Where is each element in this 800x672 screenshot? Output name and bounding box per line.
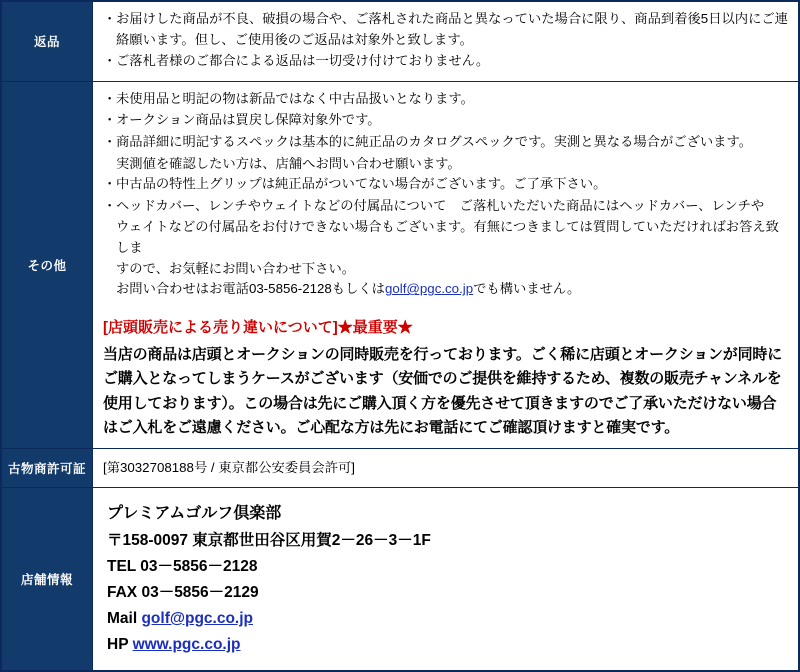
store-name: プレミアムゴルフ倶楽部 [107,504,282,522]
list-item: ・ オークション商品は買戻し保障対象外です。 [103,110,788,131]
notice-heading: [店頭販売による売り違いについて]★最重要★ [103,318,413,336]
list-item: ・ お届けした商品が不良、破損の場合や、ご落札された商品と異なっていた場合に限り、商品到着後5日以内にご連絡願います。但し、ご使用後のご返品は対象外と致します。 [103,9,788,50]
list-item [103,196,788,217]
store-sale-notice [103,316,788,440]
list-item: ・ 商品詳細に明記するスペックは基本的に純正品のカタログスペックです。実測と異なる場合がございます。 [103,132,788,153]
store-address: 〒158-0097 東京都世田谷区用賀2－26－3－1F [107,531,431,549]
row-content-returns [93,2,799,81]
accessory-note-line3: すので、お気軽にお問い合わせ下さい。 [116,260,356,276]
contact-prefix: お問い合わせはお電話03-5856-2128もしくは [116,281,385,297]
accessory-note-line2: ウェイトなどの付属品をお付けできない場合もございます。有無につきましては質問していただければお答え致しま [116,219,779,256]
table-row-license [2,449,798,488]
store-details [107,497,788,660]
spec-note-second-line: 実測値を確認したい方は、店舗へお問い合わせ願います。 [116,155,461,171]
contact-suffix: でも構いません。 [473,281,581,297]
row-label-returns: 返品 [2,2,93,81]
contact-line [103,279,788,300]
table-row-store [2,487,798,670]
other-list [103,89,788,153]
table-row-other [2,81,798,449]
row-label-store: 店舗情報 [2,487,93,670]
contact-email-link[interactable]: golf@pgc.co.jp [384,281,474,297]
store-website-link[interactable]: www.pgc.co.jp [132,635,241,653]
license-number: [第3032708188号 / 東京都公安委員会許可] [103,460,355,476]
store-tel: TEL 03－5856－2128 [107,557,258,575]
info-table [2,2,798,670]
row-label-other: その他 [2,81,93,449]
store-mail-row [107,606,788,632]
list-item: ・ 中古品の特性上グリップは純正品がついてない場合がございます。ご了承下さい。 [103,174,788,195]
row-content-store [93,487,799,670]
list-item: ・ 未使用品と明記の物は新品ではなく中古品扱いとなります。 [103,89,788,110]
table-row-returns [2,2,798,81]
row-content-license [93,449,799,488]
store-fax: FAX 03－5856－2129 [107,583,259,601]
returns-list [103,9,788,72]
list-item: ・ ご落札者様のご都合による返品は一切受け付けておりません。 [103,51,788,72]
store-hp-row [107,632,788,658]
accessory-note-line1: ヘッドカバー、レンチやウェイトなどの付属品について ご落札いただいた商品にはヘッドカバー、レンチや [116,197,765,213]
store-mail-label: Mail [107,609,142,627]
notice-body: 当店の商品は店頭とオークションの同時販売を行っております。ごく稀に店頭とオークションが同時にご購入となってしまうケースがございます（安価でのご提供を維持するため、複数の販売チャンネルを使用しております）。この場合は先にご購入頂く方を優先させて頂きますのでご了承いただけない場合はご入札をご遠慮ください。ご心配な方は先にお電話にてご確認頂けますと確実です。 [103,346,783,437]
row-content-other [93,81,799,449]
store-email-link[interactable]: golf@pgc.co.jp [141,609,254,627]
other-list-continued [103,174,788,216]
store-hp-label: HP [107,635,133,653]
row-label-license: 古物商許可証 [2,449,93,488]
